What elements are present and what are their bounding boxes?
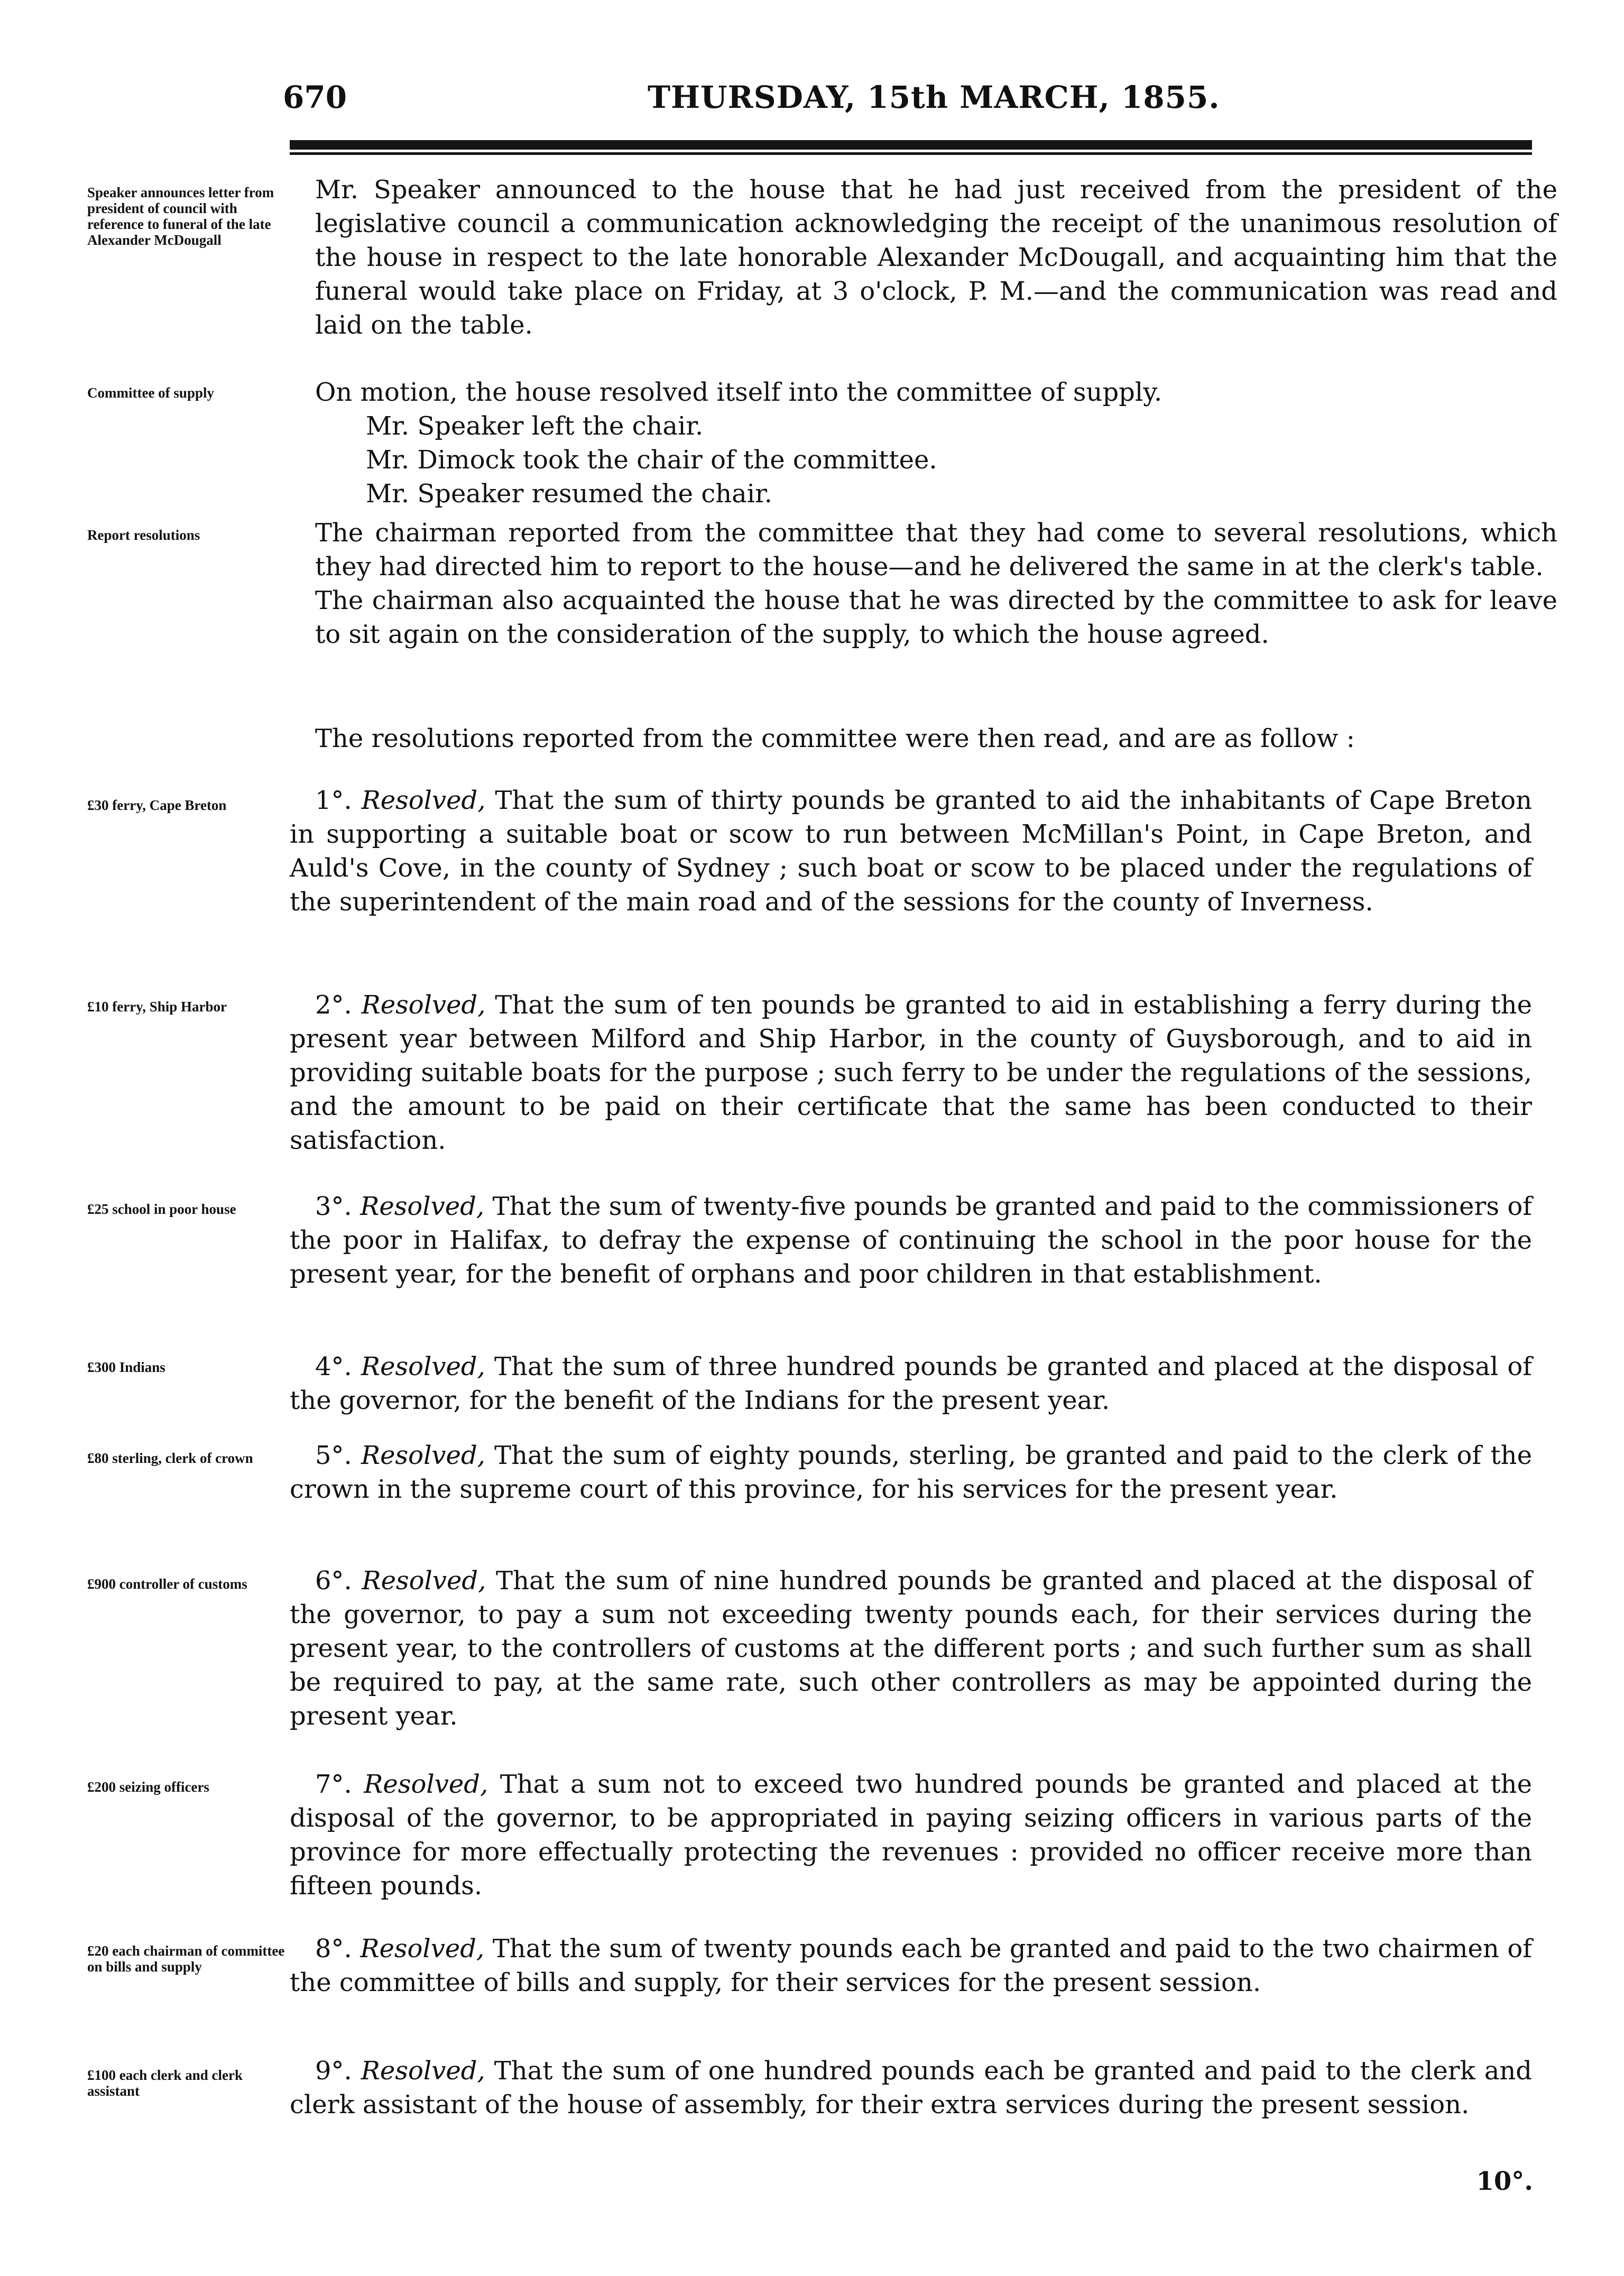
chairman-leave-paragraph: The chairman also acquainted the house that he was directed by the committee to ask for leave to sit again on the consideration of the supply, to which the house agreed. bbox=[315, 586, 1557, 649]
resolution-1-body: That the sum of thirty pounds be granted to aid the inhabitants of Cape Breton in supporting a suitable boat or scow to run between McMillan's Point, in Cape Breton, and Auld's Cove, in the county of Sydney ; such boat or scow to be placed under the regulations of the superintendent of the main road and of the sessions for the county of Inverness. bbox=[290, 786, 1532, 917]
resolution-6-text bbox=[290, 1564, 1532, 1733]
resolution-1-text bbox=[290, 784, 1532, 919]
margin-note-indians: £300 Indians bbox=[87, 1359, 165, 1375]
resolution-3-number: 3°. bbox=[315, 1192, 352, 1221]
resolution-9-text bbox=[290, 2054, 1532, 2122]
resolution-6-body: That the sum of nine hundred pounds be granted and placed at the disposal of the governor, to pay a sum not exceeding twenty pounds each, for their services during the present year, to the controllers of customs at the different ports ; and such further sum as shall be required to pay, at the same rate, such other controllers as may be appointed during the present year. bbox=[290, 1566, 1533, 1731]
speaker-resumed-chair-line: Mr. Speaker resumed the chair. bbox=[366, 479, 773, 509]
running-head: THURSDAY, 15th MARCH, 1855. bbox=[648, 79, 1220, 115]
margin-note-committee-of-supply: Committee of supply bbox=[87, 385, 214, 401]
header-rule-thin bbox=[290, 152, 1532, 155]
margin-note-ferry-cape-breton: £30 ferry, Cape Breton bbox=[87, 797, 227, 813]
resolution-5-text bbox=[290, 1439, 1532, 1506]
resolution-7-number: 7°. bbox=[315, 1770, 352, 1799]
resolution-8-number: 8°. bbox=[315, 1934, 352, 1964]
page-header bbox=[278, 79, 1533, 122]
margin-note-clerk-of-crown: £80 sterling, clerk of crown bbox=[87, 1450, 253, 1466]
resolution-2-number: 2°. bbox=[315, 990, 352, 1020]
resolution-3-resolved: Resolved, bbox=[360, 1192, 485, 1221]
committee-motion-line: On motion, the house resolved itself into the committee of supply. bbox=[315, 377, 1162, 407]
resolution-9-resolved: Resolved, bbox=[361, 2056, 485, 2086]
margin-note-ferry-ship-harbor: £10 ferry, Ship Harbor bbox=[87, 999, 227, 1015]
margin-note-committee-chairmen: £20 each chairman of committee on bills and supply bbox=[87, 1943, 285, 1975]
resolutions-intro-text: The resolutions reported from the committee were then read, and are as follow : bbox=[315, 724, 1355, 753]
resolution-1-resolved: Resolved, bbox=[361, 786, 486, 815]
resolution-2-resolved: Resolved, bbox=[361, 990, 486, 1020]
committee-supply-text bbox=[290, 375, 1557, 511]
resolution-8-resolved: Resolved, bbox=[360, 1934, 485, 1964]
speaker-left-chair-line: Mr. Speaker left the chair. bbox=[366, 411, 704, 441]
page-number: 670 bbox=[283, 79, 347, 115]
resolution-4-body: That the sum of three hundred pounds be granted and placed at the disposal of the governor, for the benefit of the Indians for the present year. bbox=[290, 1352, 1532, 1415]
margin-note-clerk-assistant: £100 each clerk and clerk assistant bbox=[87, 2067, 243, 2099]
resolution-8-body: That the sum of twenty pounds each be granted and paid to the two chairmen of the committee of bills and supply, for their services for the present session. bbox=[290, 1934, 1532, 1997]
resolution-7-text bbox=[290, 1767, 1532, 1903]
resolution-7-body: That a sum not to exceed two hundred pounds be granted and placed at the disposal of the governor, to be appropriated in paying seizing officers in various parts of the province for more effectually protecting the revenues : provided no officer receive more than fifteen pounds. bbox=[290, 1770, 1532, 1901]
speaker-announcement-text: Mr. Speaker announced to the house that he had just received from the president of the legislative council a communication acknowledging the receipt of the unanimous resolution of the house in respect to the late honorable Alexander McDougall, and acquainting him that the funeral would take place on Friday, at 3 o'clock, P. M.—and the communication was read and laid on the table. bbox=[315, 175, 1557, 340]
margin-note-controllers-of-customs: £900 controller of customs bbox=[87, 1576, 247, 1592]
margin-note-school-poor-house: £25 school in poor house bbox=[87, 1201, 236, 1217]
resolution-2-body: That the sum of ten pounds be granted to aid in establishing a ferry during the present year between Milford and Ship Harbor, in the county of Guysborough, and to aid in providing suitable boats for the purpose ; such ferry to be under the regulations of the sessions, and the amount to be paid on their certificate that the same has been conducted to their satisfaction. bbox=[290, 990, 1533, 1155]
resolution-9-number: 9°. bbox=[315, 2056, 352, 2086]
margin-note-speaker-announces: Speaker announces letter from president of council with reference to funeral of the late Alexander McDougall bbox=[87, 185, 274, 248]
margin-note-report-resolutions: Report resolutions bbox=[87, 527, 200, 543]
resolution-5-resolved: Resolved, bbox=[361, 1441, 485, 1470]
resolution-5-number: 5°. bbox=[315, 1441, 352, 1470]
resolution-5-body: That the sum of eighty pounds, sterling, be granted and paid to the clerk of the crown in the supreme court of this province, for his services for the present year. bbox=[290, 1441, 1532, 1504]
resolution-4-number: 4°. bbox=[315, 1352, 352, 1381]
resolution-9-body: That the sum of one hundred pounds each be granted and paid to the clerk and clerk assistant of the house of assembly, for their extra services during the present session. bbox=[290, 2056, 1533, 2120]
catchword: 10°. bbox=[1476, 2167, 1533, 2196]
chairman-reported-paragraph: The chairman reported from the committee that they had come to several resolutions, which they had directed him to report to the house—and he delivered the same in at the clerk's table. bbox=[315, 518, 1557, 582]
margin-note-seizing-officers: £200 seizing officers bbox=[87, 1779, 209, 1795]
header-rule-thick bbox=[290, 140, 1532, 150]
resolution-1-number: 1°. bbox=[315, 786, 352, 815]
resolution-4-text bbox=[290, 1350, 1532, 1417]
resolution-3-body: That the sum of twenty-five pounds be granted and paid to the commissioners of the poor in Halifax, to defray the expense of continuing the school in the poor house for the present year, for the benefit of orphans and poor children in that establishment. bbox=[290, 1192, 1533, 1289]
resolution-6-number: 6°. bbox=[315, 1566, 352, 1596]
resolution-8-text bbox=[290, 1932, 1532, 1999]
resolution-7-resolved: Resolved, bbox=[364, 1770, 488, 1799]
resolution-3-text bbox=[290, 1190, 1532, 1291]
dimock-took-chair-line: Mr. Dimock took the chair of the committee. bbox=[366, 445, 937, 475]
resolution-2-text bbox=[290, 988, 1532, 1157]
resolution-6-resolved: Resolved, bbox=[362, 1566, 486, 1596]
resolution-4-resolved: Resolved, bbox=[361, 1352, 485, 1381]
report-resolutions-text bbox=[290, 516, 1557, 651]
